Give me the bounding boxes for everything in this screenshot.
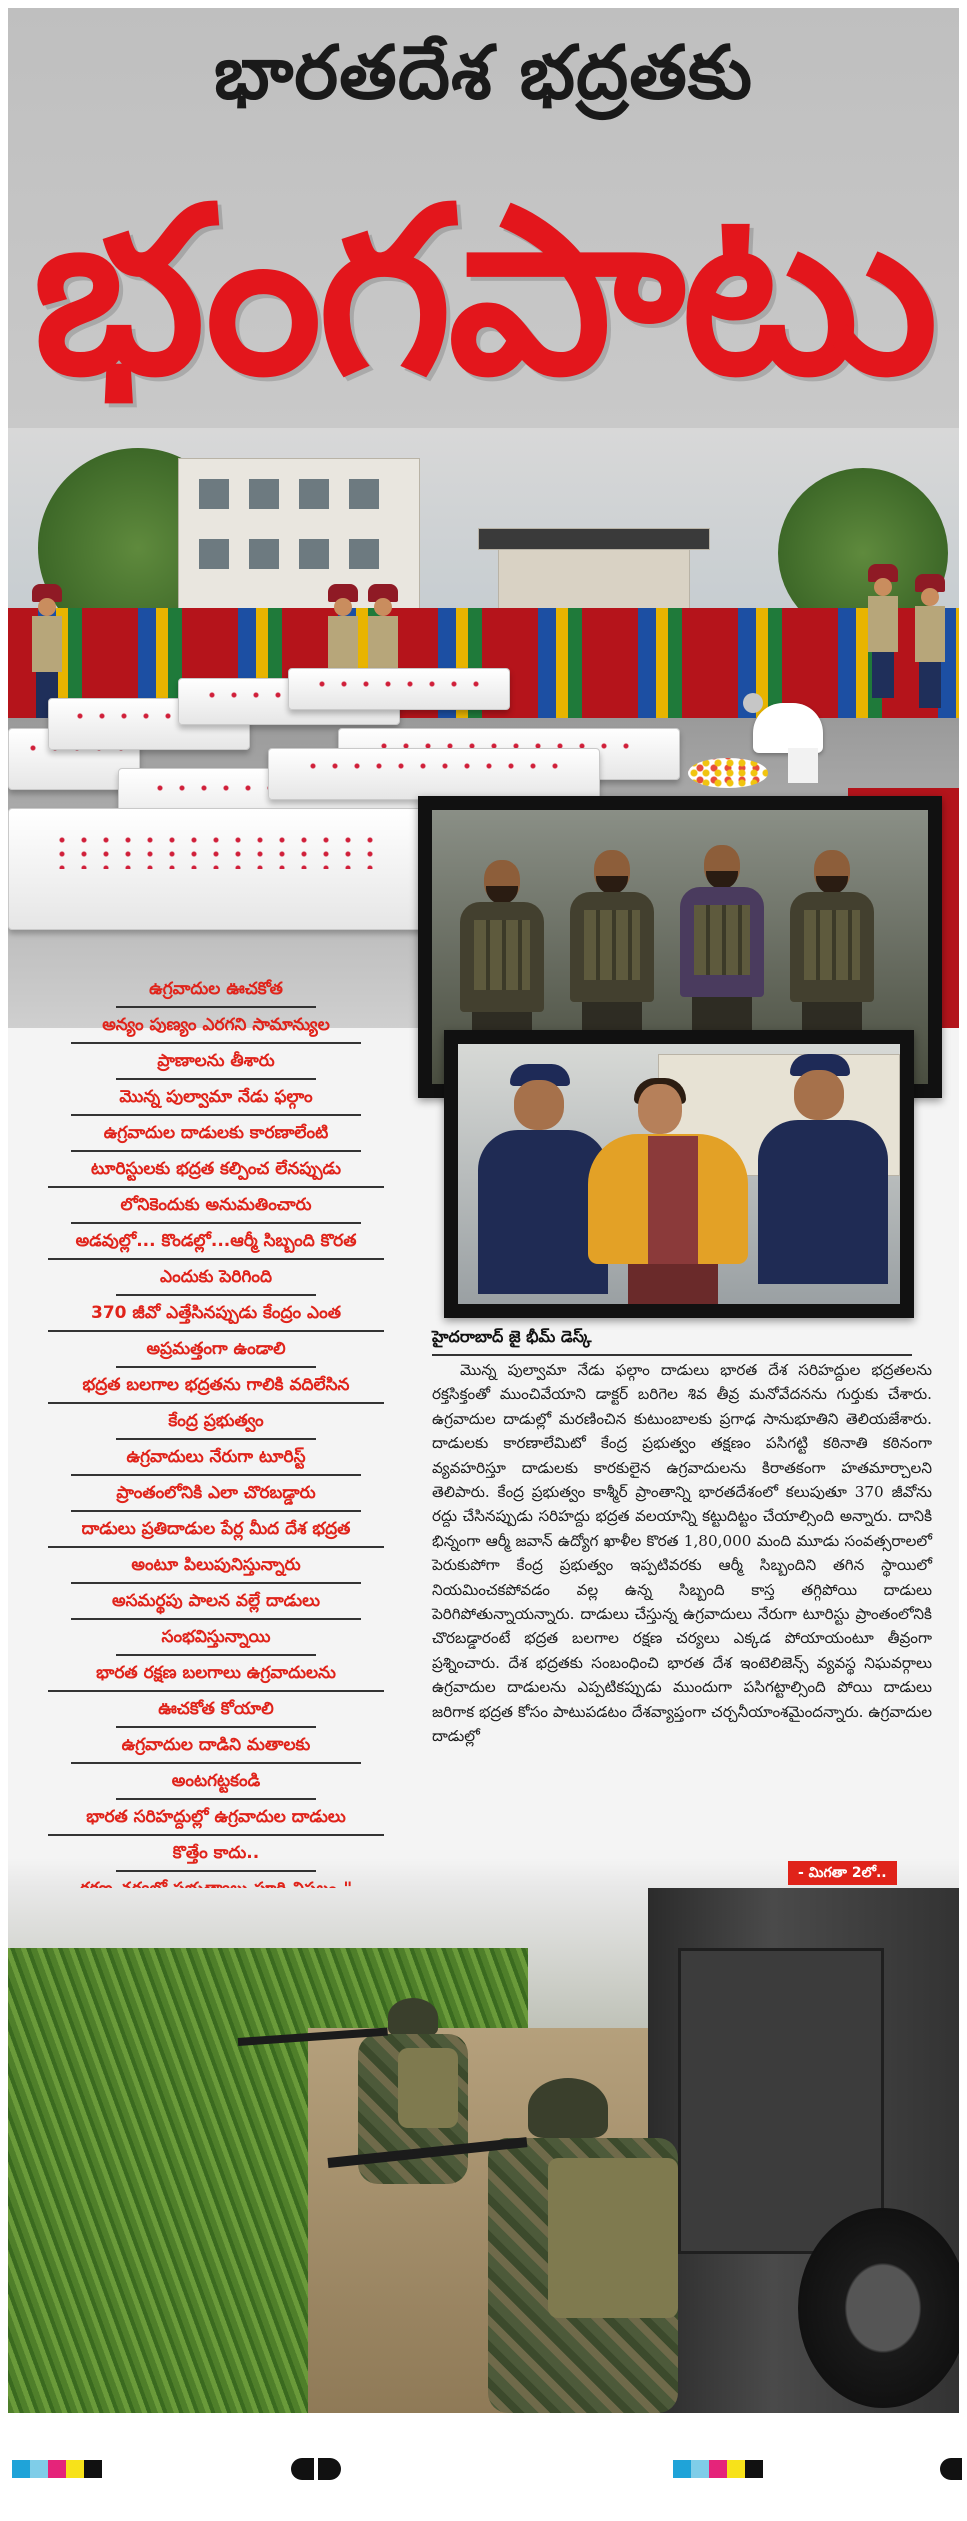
statement-item: ఉగ్రవాదుల దాడిని మతాలకు — [71, 1728, 361, 1764]
statement-item: ఉగ్రవాదులు నేరుగా టూరిస్ట్ — [71, 1440, 361, 1476]
statement-item: ఉగ్రవాదుల ఊచకోత — [116, 972, 316, 1008]
statement-item: భద్రత బలగాల భద్రతను గాలికి వదిలేసిన — [48, 1368, 384, 1404]
statement-item: ప్రాంతంలోనికి ఎలా చొరబడ్డారు — [71, 1476, 361, 1512]
statement-item: కొత్తేం కాదు.. — [116, 1836, 316, 1872]
registration-swatch — [727, 2460, 745, 2478]
registration-swatch — [84, 2460, 102, 2478]
statement-item: దాడులు ప్రతిదాడుల పేర్ల మీద దేశ భద్రత — [48, 1512, 384, 1548]
statement-item: మొన్న పుల్వామా నేడు ఫల్గాం — [71, 1080, 361, 1116]
statement-item: భారత రక్షణ బలగాలు ఉగ్రవాదులను — [48, 1656, 384, 1692]
registration-target — [940, 2458, 962, 2480]
registration-swatch — [30, 2460, 48, 2478]
kicker-headline: భారతదేశ భద్రతకు — [213, 30, 754, 116]
registration-swatch — [745, 2460, 763, 2478]
registration-swatch — [709, 2460, 727, 2478]
registration-swatch — [48, 2460, 66, 2478]
newspaper-page — [8, 8, 959, 2413]
statement-item: అడవుల్లో... కొండల్లో...ఆర్మీ సిబ్బంది కొరత — [48, 1224, 384, 1260]
statement-item: అప్రమత్తంగా ఉండాలి — [116, 1332, 316, 1368]
statement-item: 370 జీవో ఎత్తేసినప్పుడు కేంద్రం ఎంత — [48, 1296, 384, 1332]
article-byline: హైదరాబాద్ జై భీమ్ డెస్క్ — [432, 1327, 912, 1356]
article-body: మొన్న పుల్వామా నేడు ఫల్గాం దాడులు భారత దేశ సరిహద్దుల భద్రతలను రక్తసిక్తంతో ముంచివేయాని డాక్టర్ బరిగెల శివ తీవ్ర మనోవేదనను గుర్తుకు చేశారు. ఉగ్రవాదుల దాడుల్లో మరణించిన కుటుంబాలకు ప్రగాఢ సానుభూతిని తెలియజేశారు. దాడులకు కారణాలేమిటో కేంద్ర ప్రభుత్వం తక్షణం పసిగట్టి కఠినాతి కఠినంగా వ్యవహరిస్తూ దాడులకు కారకులైన ఉగ్రవాదులను కిరాతకంగా హతమార్చాలని తెలిపారు. కేంద్ర ప్రభుత్వం కాశ్మీర్ ప్రాంతాన్ని భారతదేశంలో కలుపుతూ 370 జీవోను రద్దు చేసినప్పుడు సరిహద్దు భద్రత వలయాన్ని కట్టుదిట్టం చేయాల్సింది అన్నారు. దానికి భిన్నంగా ఆర్మీ జవాన్ ఉద్యోగ ఖాళీల కొరత 1,80,000 మంది మూడు సంవత్సరాలలో పెరుకుపోగా కేంద్ర ప్రభుత్వం ఇప్పటివరకు ఆర్మీ సిబ్బందిని తగిన స్థాయిలో నియమించకపోవడం వల్ల ఉన్న సిబ్బంది కాస్త తగ్గిపోయి దాడులు పెరిగిపోతున్నాయన్నారు. దాడులు చేస్తున్న ఉగ్రవాదులు నేరుగా టూరిస్టు ప్రాంతంలోనికి చొరబడ్డారంటే భద్రత బలగాల రక్షణ చర్యలు ఎక్కడ పోయాయంటూ తీవ్రంగా ప్రశ్నించారు. దేశ భద్రతకు సంబంధించి భారత దేశ ఇంటెలిజెన్స్ వ్యవస్థ నిఘవర్గాలు ఉగ్రవాదుల దాడులను ఎప్పటికప్పుడు ముందుగా పసిగట్టాల్సింది పోయి దాడులు జరిగాక భద్రత కోసం పాటుపడటం దేశవ్యాప్తంగా చర్చనీయాంశమైందన్నారు. ఉగ్రవాదుల దాడుల్లో — [432, 1361, 932, 1746]
statement-item: ఎందుకు పెరిగింది — [116, 1260, 316, 1296]
registration-target — [291, 2458, 341, 2480]
statement-item: అంటూ పిలుపునిస్తున్నారు — [71, 1548, 361, 1584]
continued-tag: - మిగతా 2లో.. — [788, 1861, 897, 1885]
statement-item: సంభవిస్తున్నాయి — [116, 1620, 316, 1656]
registration-swatch — [691, 2460, 709, 2478]
statement-item: టూరిస్టులకు భద్రత కల్పించ లేనప్పుడు — [48, 1152, 384, 1188]
statement-item: అసమర్థపు పాలన వల్లే దాడులు — [71, 1584, 361, 1620]
rescue-photo — [444, 1030, 914, 1318]
soldiers-photo — [8, 1888, 959, 2413]
statement-item: అన్యం పుణ్యం ఎరగని సామాన్యుల — [71, 1008, 361, 1044]
registration-swatch — [66, 2460, 84, 2478]
statement-item: ప్రాణాలను తీశారు — [116, 1044, 316, 1080]
statement-item: అంటగట్టకండి — [116, 1764, 316, 1800]
registration-swatch — [673, 2460, 691, 2478]
registration-swatch — [12, 2460, 30, 2478]
registration-marks-right — [673, 2460, 763, 2478]
statement-item: ఊచకోత కోయాలి — [116, 1692, 316, 1728]
statement-item: కేంద్ర ప్రభుత్వం — [116, 1404, 316, 1440]
main-headline: భంగపాటు — [32, 159, 935, 426]
statement-item: ఉగ్రవాదుల దాడులకు కారణాలేంటి — [71, 1116, 361, 1152]
statement-column — [48, 972, 384, 1942]
registration-marks-left — [12, 2460, 102, 2478]
statement-item: భారత సరిహద్దుల్లో ఉగ్రవాదుల దాడులు — [48, 1800, 384, 1836]
statement-item: లోనికెందుకు అనుమతించారు — [71, 1188, 361, 1224]
